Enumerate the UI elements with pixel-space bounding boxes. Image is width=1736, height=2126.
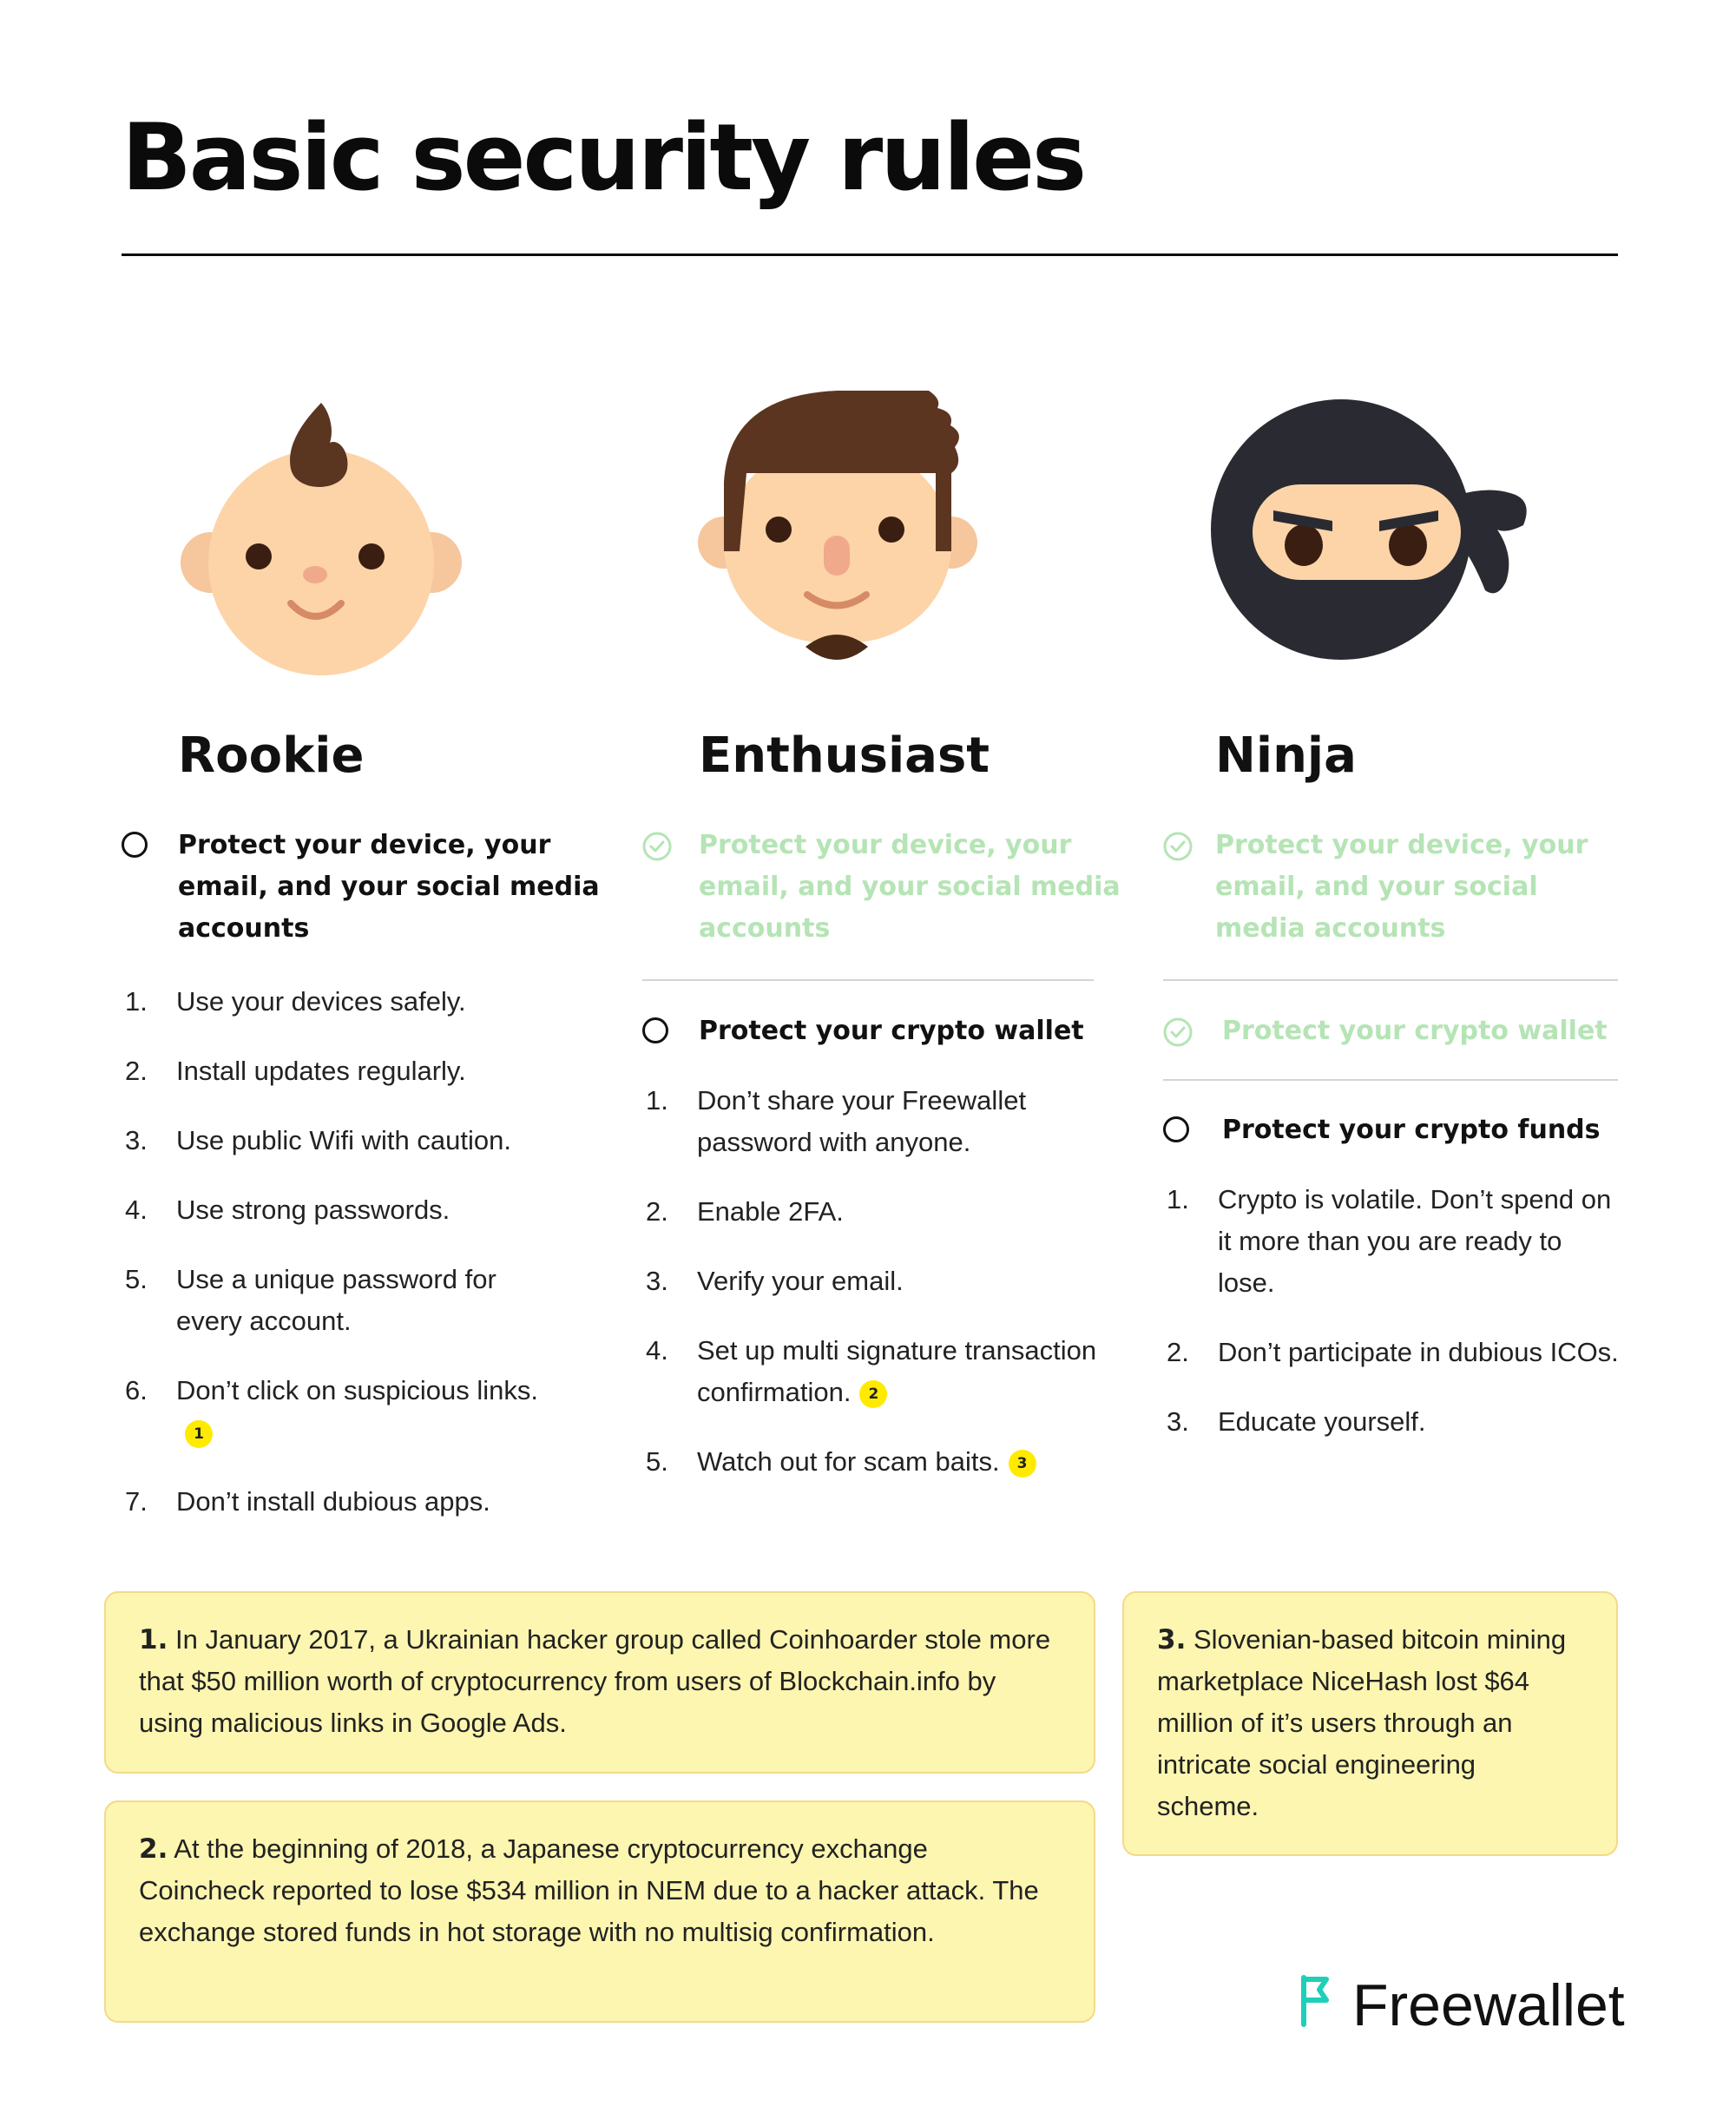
list-item: 2. Install updates regularly.	[125, 1056, 466, 1086]
empty-circle-icon	[1163, 1116, 1189, 1142]
ninja-done-section-1: Protect your device, your email, and your social media accounts	[1215, 830, 1588, 944]
list-item: 4. Use strong passwords.	[125, 1195, 450, 1225]
list-item: 2. Enable 2FA.	[646, 1196, 844, 1227]
enthusiast-list	[643, 1080, 1129, 1511]
ninja-done-section-2: Protect your crypto wallet	[1222, 1016, 1608, 1046]
footnote-badge[interactable]: 3	[1009, 1450, 1036, 1478]
footnote-number: 1.	[139, 1624, 168, 1655]
footnote-text: In January 2017, a Ukrainian hacker group called Coinhoarder stole more that $50 million worth of cryptocurrency from users of Blockchain.info by using malicious links in Google Ads.	[139, 1624, 1051, 1738]
ninja-section-heading: Protect your crypto funds	[1222, 1115, 1601, 1145]
divider	[1163, 1079, 1618, 1081]
brand-name: Freewallet	[1352, 1972, 1625, 2038]
divider	[1163, 979, 1618, 981]
ninja-title: Ninja	[1215, 727, 1357, 784]
list-item: 1. Crypto is volatile. Don’t spend on it more than you are ready to lose.	[1167, 1184, 1612, 1298]
rookie-section-heading: Protect your device, your email, and your social media accounts	[178, 830, 600, 944]
list-item: 6. Don’t click on suspicious links.1	[122, 1370, 549, 1453]
footnote-box-3	[1122, 1591, 1618, 1856]
list-item: 5. Watch out for scam baits. 3	[643, 1441, 1129, 1483]
ninja-face-icon	[1211, 391, 1575, 677]
empty-circle-icon	[122, 832, 148, 858]
list-item: 4. Set up multi signature transaction confirmation. 2	[646, 1335, 1097, 1407]
list-item: 3. Educate yourself.	[1167, 1406, 1426, 1437]
list-item: 3. Use public Wifi with caution.	[125, 1125, 511, 1155]
list-item: 7. Don’t install dubious apps.	[125, 1486, 490, 1517]
footnote-number: 3.	[1157, 1624, 1187, 1655]
footnote-number: 2.	[139, 1833, 168, 1865]
enthusiast-title: Enthusiast	[699, 727, 990, 784]
footnote-box-2	[104, 1800, 1095, 2023]
rookie-list	[122, 981, 608, 1550]
rookie-baby-face-icon	[169, 391, 473, 677]
list-item: 3. Verify your email.	[646, 1266, 904, 1296]
list-item: 2. Don’t participate in dubious ICOs.	[1167, 1337, 1619, 1367]
list-item: 1. Don’t share your Freewallet password with anyone.	[646, 1085, 1027, 1157]
divider	[642, 979, 1094, 981]
enthusiast-section-heading: Protect your crypto wallet	[699, 1016, 1084, 1046]
list-item: 1. Use your devices safely.	[125, 986, 466, 1017]
list-item: 5. Use a unique password for every account.	[125, 1264, 496, 1336]
footnote-badge[interactable]: 1	[185, 1420, 213, 1448]
footnote-text: At the beginning of 2018, a Japanese cryptocurrency exchange Coincheck reported to lose $534 million in NEM due to a hacker attack. The exchange stored funds in hot storage with no multisig confirmation.	[139, 1833, 1039, 1947]
rookie-title: Rookie	[178, 727, 365, 784]
footnote-box-1	[104, 1591, 1095, 1774]
footnote-text: Slovenian-based bitcoin mining marketplace NiceHash lost $64 million of it’s users through an intricate social engineering scheme.	[1157, 1624, 1567, 1821]
freewallet-flag-logo	[1299, 1971, 1333, 2040]
enthusiast-done-section: Protect your device, your email, and your social media accounts	[699, 830, 1121, 944]
empty-circle-icon	[642, 1017, 668, 1043]
title-divider	[122, 253, 1618, 256]
ninja-list	[1164, 1179, 1619, 1471]
footnote-badge[interactable]: 2	[859, 1380, 887, 1408]
enthusiast-man-face-icon	[694, 386, 981, 673]
page-title: Basic security rules	[122, 104, 1085, 211]
check-circle-icon	[1163, 1017, 1193, 1047]
check-circle-icon	[642, 832, 672, 861]
check-circle-icon	[1163, 832, 1193, 861]
